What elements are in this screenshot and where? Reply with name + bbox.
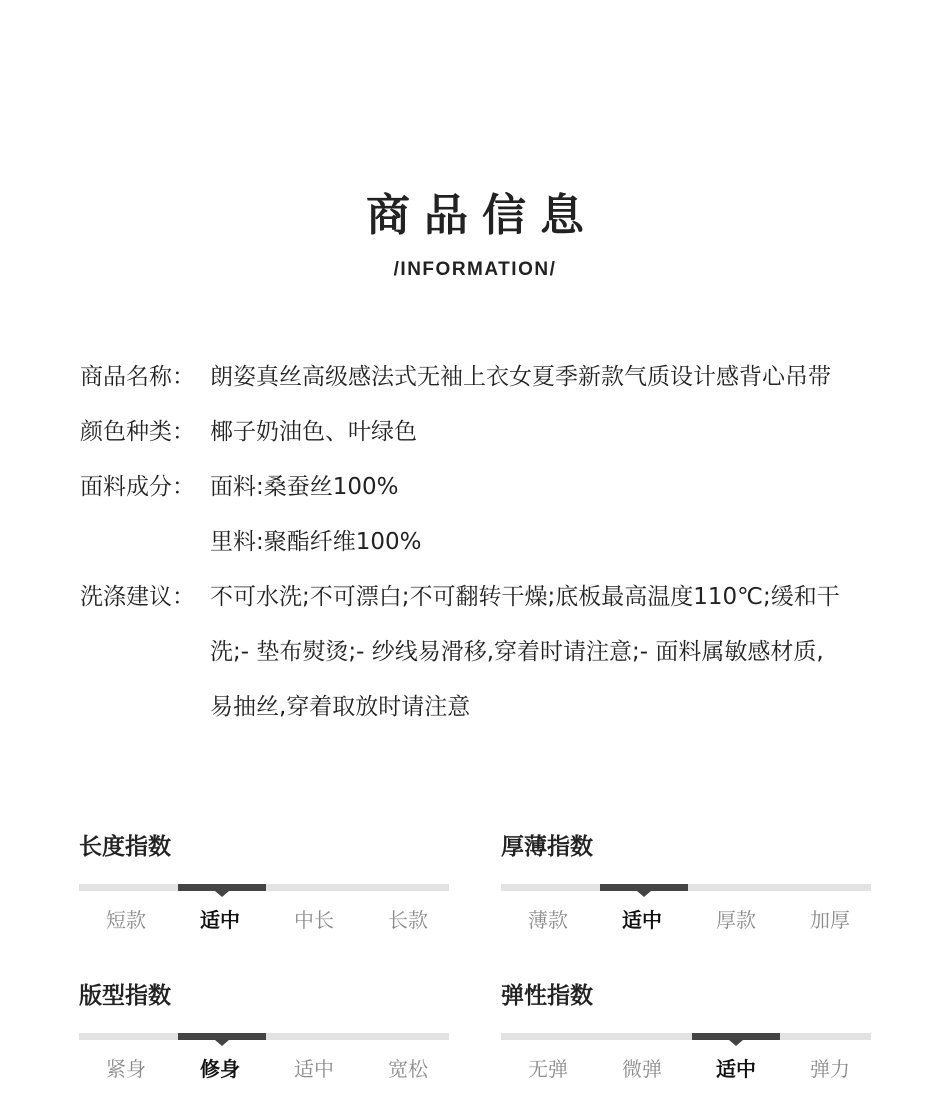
product-info <box>80 350 880 735</box>
index-title: 版型指数 <box>79 983 171 1009</box>
index-option: 适中 <box>622 908 662 932</box>
info-value-line: 朗姿真丝高级感法式无袖上衣女夏季新款气质设计感背心吊带 <box>210 364 831 390</box>
index-title: 厚薄指数 <box>501 834 593 860</box>
index-track <box>501 1033 871 1040</box>
elasticity-index <box>501 981 871 1082</box>
index-track <box>79 1033 449 1040</box>
info-value <box>210 350 880 405</box>
index-option: 无弹 <box>528 1057 568 1081</box>
indicator-pointer <box>215 1040 229 1046</box>
index-option: 短款 <box>106 908 146 932</box>
info-value-line: 里料:聚酯纤维100% <box>210 529 422 555</box>
length-index <box>79 832 449 933</box>
index-option: 薄款 <box>528 908 568 932</box>
info-row-wash <box>80 570 880 735</box>
page-subtitle: /INFORMATION/ <box>393 259 557 280</box>
info-label: 颜色种类： <box>80 419 195 445</box>
info-value-line: 椰子奶油色、叶绿色 <box>210 419 417 445</box>
info-row-name <box>80 350 880 405</box>
index-options <box>79 1056 455 1082</box>
index-option: 修身 <box>200 1057 240 1081</box>
thickness-index <box>501 832 871 933</box>
index-option: 弹力 <box>810 1057 850 1081</box>
info-value-line: 洗;- 垫布熨烫;- 纱线易滑移,穿着时请注意;- 面料属敏感材质, <box>210 639 824 665</box>
fit-index <box>79 981 449 1082</box>
index-option: 长款 <box>388 908 428 932</box>
index-track <box>79 884 449 891</box>
info-label: 面料成分： <box>80 474 195 500</box>
indicator-pointer <box>729 1040 743 1046</box>
info-label: 洗涤建议： <box>80 584 195 610</box>
index-option: 适中 <box>716 1057 756 1081</box>
index-option: 适中 <box>200 908 240 932</box>
index-option: 宽松 <box>388 1057 428 1081</box>
index-options <box>501 907 877 933</box>
info-value-line: 易抽丝,穿着取放时请注意 <box>210 694 471 720</box>
index-track <box>501 884 871 891</box>
indicator-pointer <box>637 891 651 897</box>
index-option: 厚款 <box>716 908 756 932</box>
index-title: 弹性指数 <box>501 983 593 1009</box>
index-options <box>501 1056 877 1082</box>
index-option: 加厚 <box>810 908 850 932</box>
info-value-line: 面料:桑蚕丝100% <box>210 474 399 500</box>
index-option: 适中 <box>294 1057 334 1081</box>
info-label: 商品名称： <box>80 364 195 390</box>
info-row-fabric <box>80 460 880 570</box>
info-row-color <box>80 405 880 460</box>
indicator-pointer <box>215 891 229 897</box>
info-value-line: 不可水洗;不可漂白;不可翻转干燥;底板最高温度110℃;缓和干 <box>210 584 840 610</box>
index-indicator <box>692 1033 780 1040</box>
index-title: 长度指数 <box>79 834 171 860</box>
index-option: 紧身 <box>106 1057 146 1081</box>
index-options <box>79 907 455 933</box>
index-option: 中长 <box>294 908 334 932</box>
index-option: 微弹 <box>622 1057 662 1081</box>
index-indicator <box>600 884 688 891</box>
info-value <box>210 570 880 735</box>
info-value <box>210 405 880 460</box>
index-indicator <box>178 884 266 891</box>
index-indicator <box>178 1033 266 1040</box>
info-value <box>210 460 880 570</box>
page-title: 商品信息 <box>366 190 598 241</box>
